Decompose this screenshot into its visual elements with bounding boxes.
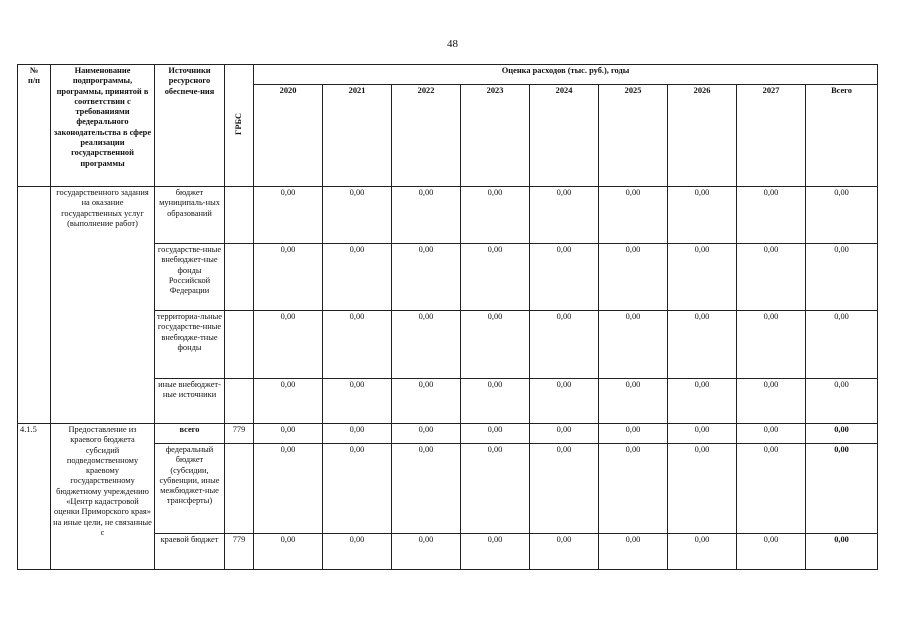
- grbs-cell: [225, 187, 254, 244]
- value-cell: 0,00: [323, 379, 392, 424]
- value-cell: 0,00: [392, 424, 461, 444]
- value-cell: 0,00: [668, 534, 737, 570]
- value-cell: 0,00: [737, 424, 806, 444]
- value-cell: 0,00: [461, 534, 530, 570]
- value-cell: 0,00: [392, 444, 461, 534]
- value-cell: 0,00: [254, 244, 323, 311]
- total-cell: 0,00: [806, 534, 878, 570]
- total-cell: 0,00: [806, 444, 878, 534]
- value-cell: 0,00: [392, 187, 461, 244]
- row-num: 4.1.5: [18, 424, 51, 570]
- table-row: [18, 424, 878, 444]
- value-cell: 0,00: [254, 534, 323, 570]
- value-cell: 0,00: [737, 444, 806, 534]
- value-cell: 0,00: [530, 444, 599, 534]
- value-cell: 0,00: [530, 424, 599, 444]
- year-header: 2026: [668, 85, 737, 187]
- source-cell: краевой бюджет: [155, 534, 225, 570]
- value-cell: 0,00: [599, 424, 668, 444]
- value-cell: 0,00: [323, 424, 392, 444]
- value-cell: 0,00: [599, 534, 668, 570]
- value-cell: 0,00: [392, 379, 461, 424]
- value-cell: 0,00: [461, 187, 530, 244]
- grbs-cell: [225, 444, 254, 534]
- year-header-total: Всего: [806, 85, 878, 187]
- value-cell: 0,00: [530, 187, 599, 244]
- value-cell: 0,00: [737, 187, 806, 244]
- value-cell: 0,00: [392, 244, 461, 311]
- year-header: 2022: [392, 85, 461, 187]
- value-cell: 0,00: [461, 311, 530, 379]
- expense-table: [17, 64, 878, 570]
- total-cell: 0,00: [806, 424, 878, 444]
- value-cell: 0,00: [737, 379, 806, 424]
- grbs-cell: 779: [225, 534, 254, 570]
- value-cell: 0,00: [530, 534, 599, 570]
- value-cell: 0,00: [323, 311, 392, 379]
- value-cell: 0,00: [323, 244, 392, 311]
- row-num: [18, 187, 51, 424]
- source-cell: государстве-нные внебюджет-ные фонды Российской Федерации: [155, 244, 225, 311]
- year-header: 2023: [461, 85, 530, 187]
- header-group: Оценка расходов (тыс. руб.), годы: [254, 65, 878, 85]
- value-cell: 0,00: [599, 444, 668, 534]
- total-cell: 0,00: [806, 187, 878, 244]
- source-cell: всего: [155, 424, 225, 444]
- value-cell: 0,00: [392, 311, 461, 379]
- value-cell: 0,00: [323, 534, 392, 570]
- table-row: [18, 187, 878, 244]
- value-cell: 0,00: [599, 187, 668, 244]
- value-cell: 0,00: [668, 187, 737, 244]
- source-cell: бюджет муниципаль-ных образований: [155, 187, 225, 244]
- total-cell: 0,00: [806, 379, 878, 424]
- value-cell: 0,00: [461, 244, 530, 311]
- header-grbs-label: ГРБС: [233, 112, 243, 135]
- header-name: Наименование подпрограммы, программы, принятой в соответствии с требованиями федерального законодательства в сфере реализации государственной программы: [51, 65, 155, 187]
- value-cell: 0,00: [668, 444, 737, 534]
- source-cell: иные внебюджет-ные источники: [155, 379, 225, 424]
- value-cell: 0,00: [737, 311, 806, 379]
- program-name: государственного задания на оказание государственных услуг (выполнение работ): [51, 187, 155, 424]
- year-header: 2024: [530, 85, 599, 187]
- year-header: 2021: [323, 85, 392, 187]
- value-cell: 0,00: [668, 424, 737, 444]
- header-source: Источники ресурсного обеспече-ния: [155, 65, 225, 187]
- year-header: 2020: [254, 85, 323, 187]
- value-cell: 0,00: [461, 424, 530, 444]
- year-header: 2025: [599, 85, 668, 187]
- total-cell: 0,00: [806, 311, 878, 379]
- grbs-cell: [225, 311, 254, 379]
- value-cell: 0,00: [599, 379, 668, 424]
- grbs-cell: 779: [225, 424, 254, 444]
- header-grbs: [225, 65, 254, 187]
- value-cell: 0,00: [737, 244, 806, 311]
- program-name: Предоставление из краевого бюджета субсидий подведомственному краевому государственному бюджетному учреждению «Центр кадастровой оценки Приморского края» на иные цели, не связанные с: [51, 424, 155, 570]
- value-cell: 0,00: [323, 187, 392, 244]
- value-cell: 0,00: [254, 379, 323, 424]
- header-row-1: [18, 65, 878, 85]
- source-cell: федеральный бюджет (субсидии, субвенции, иные межбюджет-ные трансферты): [155, 444, 225, 534]
- value-cell: 0,00: [668, 311, 737, 379]
- grbs-cell: [225, 244, 254, 311]
- value-cell: 0,00: [254, 444, 323, 534]
- value-cell: 0,00: [254, 187, 323, 244]
- value-cell: 0,00: [461, 379, 530, 424]
- value-cell: 0,00: [668, 244, 737, 311]
- value-cell: 0,00: [530, 311, 599, 379]
- total-cell: 0,00: [806, 244, 878, 311]
- value-cell: 0,00: [599, 244, 668, 311]
- year-header: 2027: [737, 85, 806, 187]
- value-cell: 0,00: [668, 379, 737, 424]
- page-number: 48: [447, 38, 458, 50]
- value-cell: 0,00: [737, 534, 806, 570]
- value-cell: 0,00: [530, 379, 599, 424]
- value-cell: 0,00: [392, 534, 461, 570]
- header-num: № п/п: [18, 65, 51, 187]
- grbs-cell: [225, 379, 254, 424]
- value-cell: 0,00: [599, 311, 668, 379]
- value-cell: 0,00: [461, 444, 530, 534]
- source-cell: территориа-льные государстве-нные внебюдже-тные фонды: [155, 311, 225, 379]
- value-cell: 0,00: [323, 444, 392, 534]
- value-cell: 0,00: [254, 424, 323, 444]
- value-cell: 0,00: [530, 244, 599, 311]
- value-cell: 0,00: [254, 311, 323, 379]
